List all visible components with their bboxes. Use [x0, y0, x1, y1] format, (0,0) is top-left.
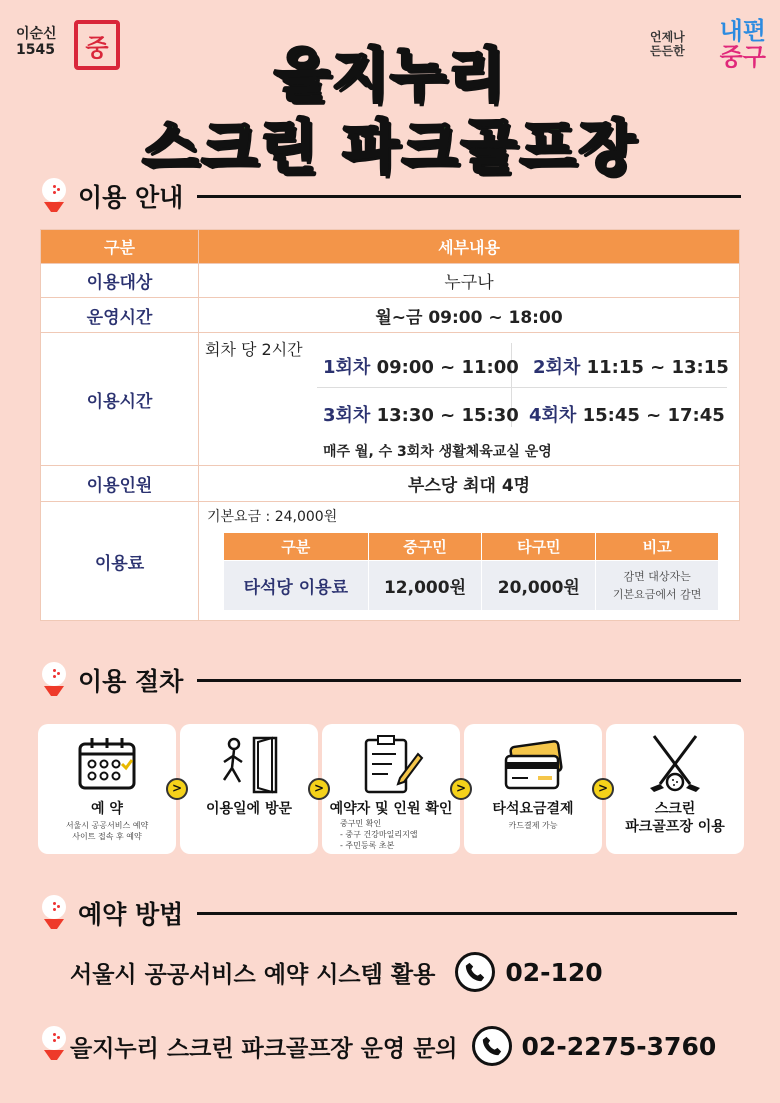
section-usage-guide [34, 176, 746, 216]
session-slot: 2회차 11:15 ~ 13:15 [533, 357, 729, 378]
step-title: 예약자 및 인원 확인 [329, 801, 453, 817]
fee-col-header: 구분 [224, 533, 369, 561]
page-title-line2: 스크린 파크골프장 [142, 113, 638, 181]
chevron-right-icon: > [592, 778, 614, 800]
fee-col-header: 비고 [596, 533, 719, 561]
section-divider [197, 912, 737, 915]
section-title: 이용 안내 [78, 183, 184, 212]
session-grid [199, 333, 739, 465]
table-row [41, 502, 740, 621]
table-row [41, 298, 740, 333]
fee-col-header: 중구민 [368, 533, 482, 561]
junggu-seal-icon: 중 [74, 20, 120, 70]
contact-reservation [70, 952, 603, 992]
golf-tee-icon [34, 176, 70, 216]
contact-inquiry [70, 1026, 716, 1066]
row-value-people: 부스당 최대 4명 [199, 466, 740, 502]
slogan-sub: 언제나 든든한 [650, 30, 685, 58]
session-slot: 1회차 09:00 ~ 11:00 [323, 357, 519, 378]
page-title-line1: 을지누리 [273, 41, 507, 109]
step-desc: 카드결제 가능 [508, 821, 558, 830]
step-title: 예 약 [91, 801, 123, 817]
fee-block [199, 502, 739, 620]
section-title: 이용 절차 [78, 667, 184, 696]
step-desc: 중구민 확인 - 중구 건강마일리지앱 - 주민등록 초본 [340, 819, 418, 850]
table-row [41, 264, 740, 298]
calendar-icon [72, 732, 142, 798]
row-value-hours: 월~금 09:00 ~ 18:00 [199, 298, 740, 333]
chevron-right-icon: > [308, 778, 330, 800]
fee-table [223, 532, 719, 611]
chevron-right-icon: > [450, 778, 472, 800]
row-value-target: 누구나 [199, 264, 740, 298]
table-header-row [41, 230, 740, 264]
step-card-visit [180, 724, 318, 854]
row-label-target: 이용대상 [41, 264, 199, 298]
logo-left-text: 이순신 1545 [16, 26, 57, 58]
golf-tee-icon [34, 660, 70, 700]
fee-note-line1: 감면 대상자는 [623, 569, 691, 583]
fee-cell-junggu: 12,000원 [368, 561, 482, 611]
fee-note-line2: 기본요금에서 감면 [612, 587, 702, 601]
table-row [41, 466, 740, 502]
row-label-people: 이용인원 [41, 466, 199, 502]
session-slot: 4회차 15:45 ~ 17:45 [529, 405, 725, 426]
step-desc: 서울시 공공서비스 예약 사이트 접속 후 예약 [65, 821, 149, 841]
step-title: 스크린 파크골프장 이용 [625, 801, 725, 835]
golf-tee-marker [34, 1024, 74, 1064]
step-card-play [606, 724, 744, 854]
base-fee-text: 기본요금 : 24,000원 [207, 509, 338, 525]
contact-number[interactable]: 02-2275-3760 [521, 1031, 717, 1061]
row-label-fee: 이용료 [41, 502, 199, 621]
step-card-payment [464, 724, 602, 854]
row-label-hours: 운영시간 [41, 298, 199, 333]
section-divider [197, 195, 741, 198]
chevron-right-icon: > [166, 778, 188, 800]
session-divider [317, 387, 727, 388]
section-reservation [34, 893, 746, 933]
section-title: 예약 방법 [78, 900, 184, 929]
contact-text: 을지누리 스크린 파크골프장 운영 문의 [70, 1035, 458, 1062]
golf-clubs-icon [640, 732, 710, 798]
section-procedure [34, 660, 746, 700]
contact-number[interactable]: 02-120 [505, 957, 603, 987]
row-label-time: 이용시간 [41, 333, 199, 466]
clipboard-icon [356, 732, 426, 798]
phone-icon [472, 1026, 512, 1066]
step-card-reserve [38, 724, 176, 854]
credit-card-icon [498, 732, 568, 798]
walk-in-door-icon [214, 732, 284, 798]
slogan-big-line2: 중구 [719, 43, 766, 71]
session-note: 매주 월, 수 3회차 생활체육교실 운영 [323, 444, 552, 460]
table-row [41, 333, 740, 466]
golf-tee-icon [34, 893, 70, 933]
section-divider [197, 679, 741, 682]
session-slot: 3회차 13:30 ~ 15:30 [323, 405, 519, 426]
step-card-confirm [322, 724, 460, 854]
step-title: 이용일에 방문 [205, 801, 293, 817]
fee-cell-type: 타석당 이용료 [224, 561, 369, 611]
row-value-fee [199, 502, 740, 621]
usage-info-table [40, 229, 740, 621]
col-header-detail: 세부내용 [199, 230, 740, 264]
golf-tee-icon [34, 1024, 66, 1064]
fee-col-header: 타구민 [482, 533, 596, 561]
contact-text: 서울시 공공서비스 예약 시스템 활용 [70, 961, 436, 988]
col-header-category: 구분 [41, 230, 199, 264]
per-round-text: 회차 당 2시간 [205, 340, 303, 359]
fee-cell-other: 20,000원 [482, 561, 596, 611]
row-value-time [199, 333, 740, 466]
phone-icon [455, 952, 495, 992]
procedure-steps [38, 724, 746, 854]
slogan-big-line1: 내편 [719, 17, 766, 45]
step-title: 타석요금결제 [492, 801, 574, 817]
fee-cell-note [596, 561, 719, 611]
